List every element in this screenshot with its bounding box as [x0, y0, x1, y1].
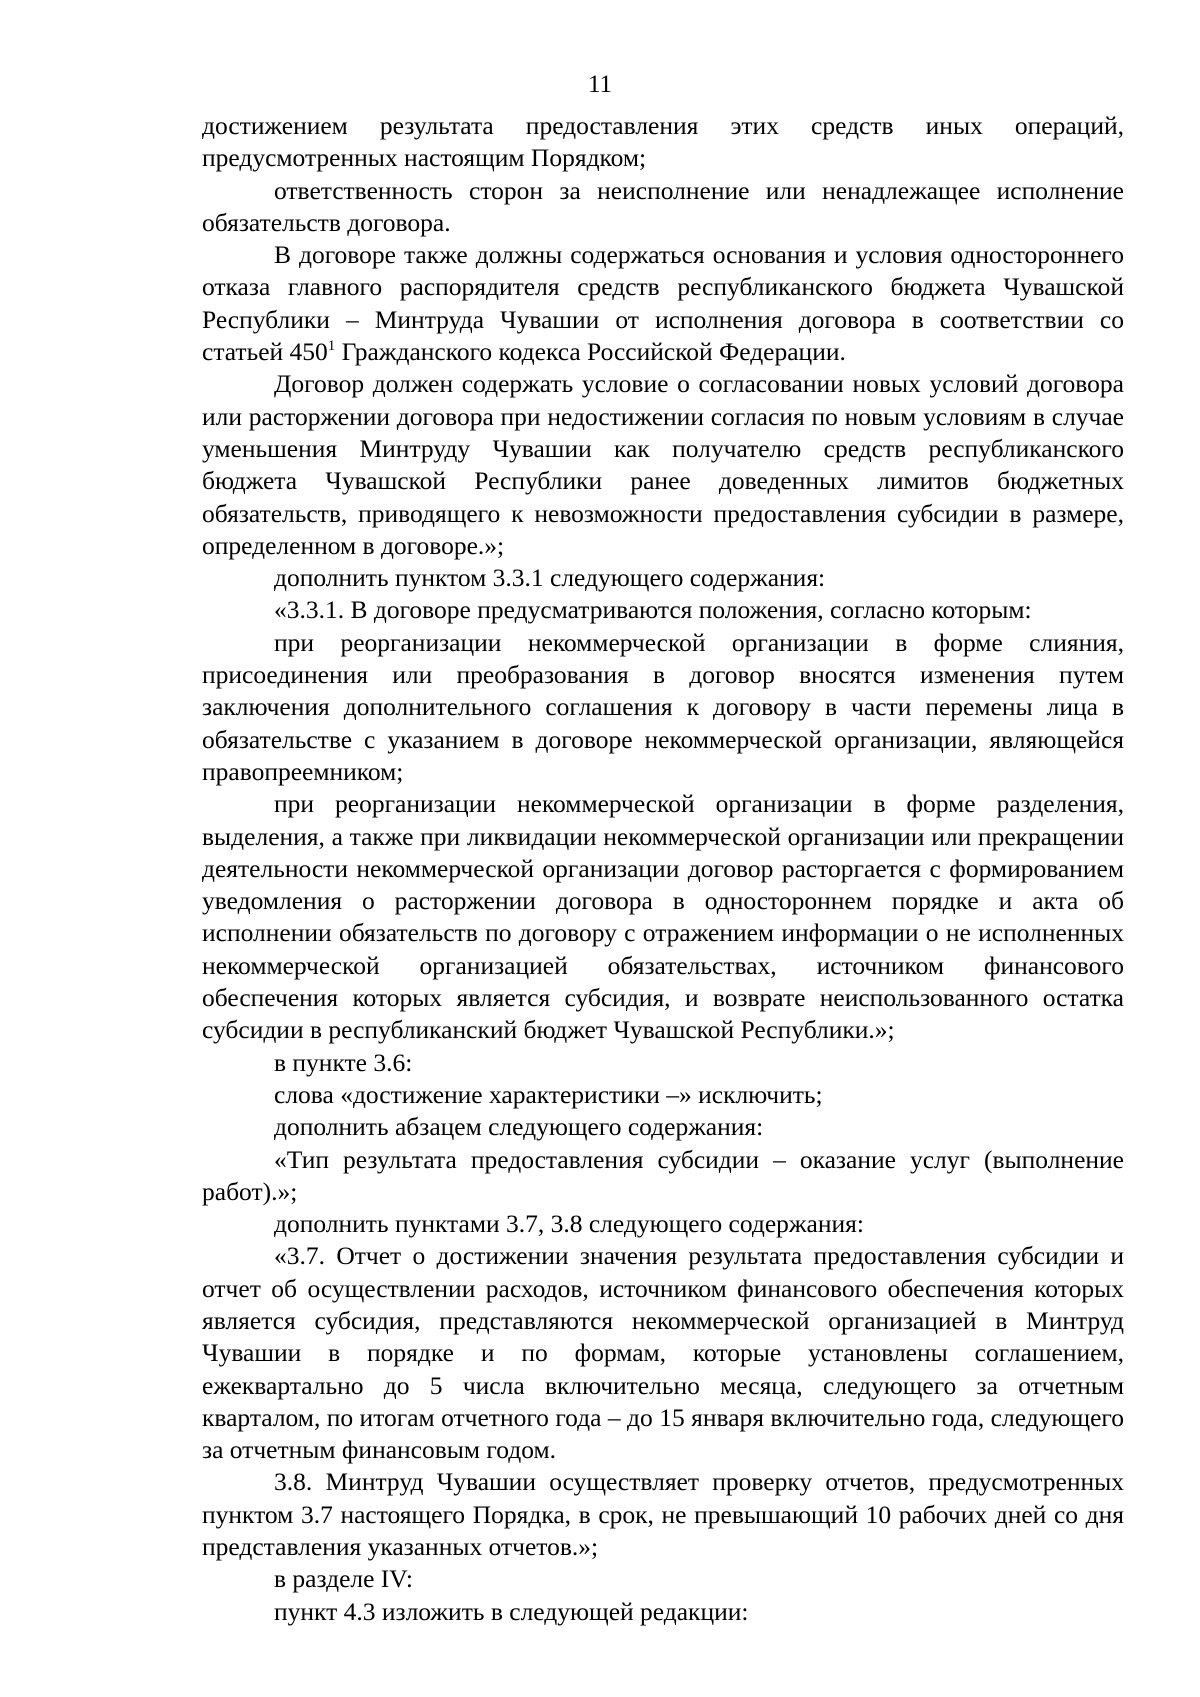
paragraph: дополнить пунктом 3.3.1 следующего содержания:	[274, 563, 826, 593]
paragraph: в разделе IV:	[274, 1564, 413, 1594]
paragraph: «3.3.1. В договоре предусматриваются положения, согласно которым:	[274, 595, 1032, 625]
paragraph: «Тип результата предоставления субсидии – оказание услуг (выполнение работ).»;	[202, 1144, 1124, 1206]
document-body	[202, 110, 1124, 1628]
paragraph: пункт 4.3 изложить в следующей редакции:	[274, 1596, 749, 1626]
paragraph	[202, 239, 1124, 368]
superscript: 1	[327, 338, 336, 355]
paragraph: слова «достижение характеристики –» исключить;	[274, 1079, 823, 1109]
paragraph: дополнить пунктами 3.7, 3.8 следующего содержания:	[274, 1209, 864, 1239]
paragraph-text: В договоре также должны содержаться основания и условия одностороннего отказа главного распорядителя средств республиканского бюджета Чувашской Республики – Минтруда Чувашии от исполнения договора в соответствии со статьей 450	[202, 240, 1124, 367]
paragraph: Договор должен содержать условие о согласовании новых условий договора или расторжении договора при недостижении согласия по новым условиям в случае уменьшения Минтруду Чувашии как получателю средств республиканского бюджета Чувашской Республики ранее доведенных лимитов бюджетных обязательств, приводящего к невозможности предоставления субсидии в размере, определенном в договоре.»;	[202, 369, 1124, 560]
paragraph: 3.8. Минтруд Чувашии осуществляет проверку отчетов, предусмотренных пунктом 3.7 настоящего Порядка, в срок, не превышающий 10 рабочих дней со дня представления указанных отчетов.»;	[202, 1467, 1124, 1562]
paragraph: при реорганизации некоммерческой организации в форме слияния, присоединения или преобразования в договор вносятся изменения путем заключения дополнительного соглашения к договору в части перемены лица в обязательстве с указанием в договоре некоммерческой организации, являющейся правопреемником;	[202, 627, 1124, 786]
paragraph: «3.7. Отчет о достижении значения результата предоставления субсидии и отчет об осуществлении расходов, источником финансового обеспечения которых является субсидия, представляются некоммерческой организацией в Минтруд Чувашии в порядке и по формам, которые установлены соглашением, ежеквартально до 5 числа включительно месяца, следующего за отчетным кварталом, по итогам отчетного года – до 15 января включительно года, следующего за отчетным финансовым годом.	[202, 1241, 1124, 1465]
paragraph: при реорганизации некоммерческой организации в форме разделения, выделения, а также при ликвидации некоммерческой организации или прекращении деятельности некоммерческой организации договор расторгается с формированием уведомления о расторжении договора в одностороннем порядке и акта об исполнении обязательств по договору с отражением информации о не исполненных некоммерческой организацией обязательствах, источником финансового обеспечения которых является субсидия, и возврате неиспользованного остатка субсидии в республиканский бюджет Чувашской Республики.»;	[202, 789, 1124, 1045]
page-number: 11	[587, 71, 613, 98]
paragraph-text: Гражданского кодекса Российской Федерации.	[335, 337, 846, 367]
paragraph: достижением результата предоставления этих средств иных операций, предусмотренных настоящим Порядком;	[202, 111, 1124, 173]
paragraph: в пункте 3.6:	[274, 1047, 413, 1077]
paragraph: ответственность сторон за неисполнение или ненадлежащее исполнение обязательств договора.	[202, 175, 1124, 237]
paragraph: дополнить абзацем следующего содержания:	[274, 1112, 764, 1142]
